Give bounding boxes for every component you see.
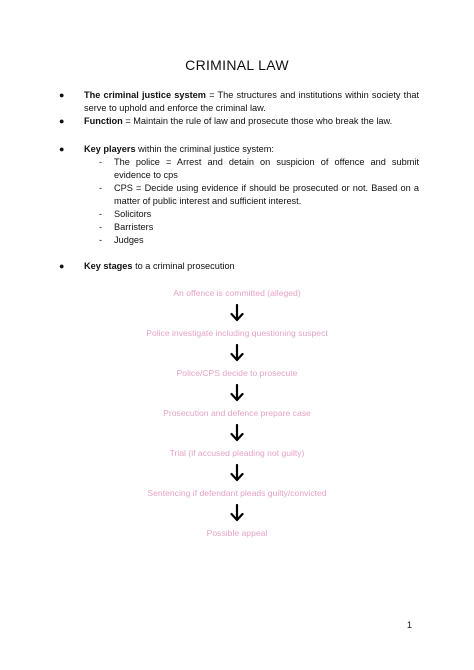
bullet-dot: ● bbox=[59, 261, 65, 271]
bullet-dot: ● bbox=[59, 144, 65, 154]
flow-step-offence: An offence is committed (alleged) bbox=[173, 288, 301, 298]
key-stages-intro: to a criminal prosecution bbox=[132, 261, 235, 271]
dash-marker: - bbox=[99, 209, 103, 219]
player-item-barristers bbox=[59, 221, 419, 234]
term-function: Function bbox=[84, 116, 123, 126]
bullet-criminal-justice-system bbox=[59, 89, 419, 115]
player-item-police bbox=[59, 156, 419, 182]
term-criminal-justice-system: The criminal justice system bbox=[84, 90, 206, 100]
dash-marker: - bbox=[99, 183, 103, 193]
flow-step-sentencing: Sentencing if defendant pleads guilty/convicted bbox=[147, 488, 327, 498]
bullet-dot: ● bbox=[59, 116, 65, 126]
down-arrow-icon bbox=[230, 378, 244, 408]
bullet-key-players bbox=[59, 143, 419, 156]
player-item-text: Solicitors bbox=[114, 209, 152, 219]
key-players-section bbox=[59, 143, 419, 247]
flow-step-trial: Trial (if accused pleading not guilty) bbox=[169, 448, 305, 458]
player-item-judges bbox=[59, 234, 419, 247]
page-title: CRIMINAL LAW bbox=[185, 57, 289, 73]
definitions-section bbox=[59, 89, 419, 128]
down-arrow-icon bbox=[230, 418, 244, 448]
dash-marker: - bbox=[99, 235, 103, 245]
down-arrow-icon bbox=[230, 338, 244, 368]
dash-marker: - bbox=[99, 222, 103, 232]
player-item-text: CPS = Decide using evidence if should be prosecuted or not. Based on a matter of public interest and sufficient interest. bbox=[114, 183, 419, 206]
key-players-intro: within the criminal justice system: bbox=[135, 144, 274, 154]
flow-step-appeal: Possible appeal bbox=[206, 528, 268, 538]
player-item-text: Barristers bbox=[114, 222, 154, 232]
flow-step-prepare-case: Prosecution and defence prepare case bbox=[163, 408, 311, 418]
definition-function: = Maintain the rule of law and prosecute those who break the law. bbox=[122, 116, 393, 126]
down-arrow-icon bbox=[230, 498, 244, 528]
player-item-solicitors bbox=[59, 208, 419, 221]
term-key-players: Key players bbox=[84, 144, 136, 154]
definition-criminal-justice-system: = The structures and institutions within society that serve to uphold and enforce the criminal law. bbox=[84, 90, 420, 113]
flow-step-decide-prosecute: Police/CPS decide to prosecute bbox=[176, 368, 298, 378]
flow-step-investigation: Police investigate including questioning suspect bbox=[146, 328, 328, 338]
prosecution-flowchart bbox=[0, 288, 474, 538]
player-item-text: The police = Arrest and detain on suspicion of offence and submit evidence to cps bbox=[114, 157, 419, 180]
bullet-function bbox=[59, 115, 419, 128]
page-number: 1 bbox=[406, 620, 412, 630]
player-item-text: Judges bbox=[114, 235, 144, 245]
bullet-key-stages bbox=[59, 260, 419, 273]
key-stages-section bbox=[59, 260, 419, 273]
bullet-dot: ● bbox=[59, 90, 65, 100]
player-item-cps bbox=[59, 182, 419, 208]
down-arrow-icon bbox=[230, 458, 244, 488]
dash-marker: - bbox=[99, 157, 103, 167]
term-key-stages: Key stages bbox=[84, 261, 133, 271]
down-arrow-icon bbox=[230, 298, 244, 328]
